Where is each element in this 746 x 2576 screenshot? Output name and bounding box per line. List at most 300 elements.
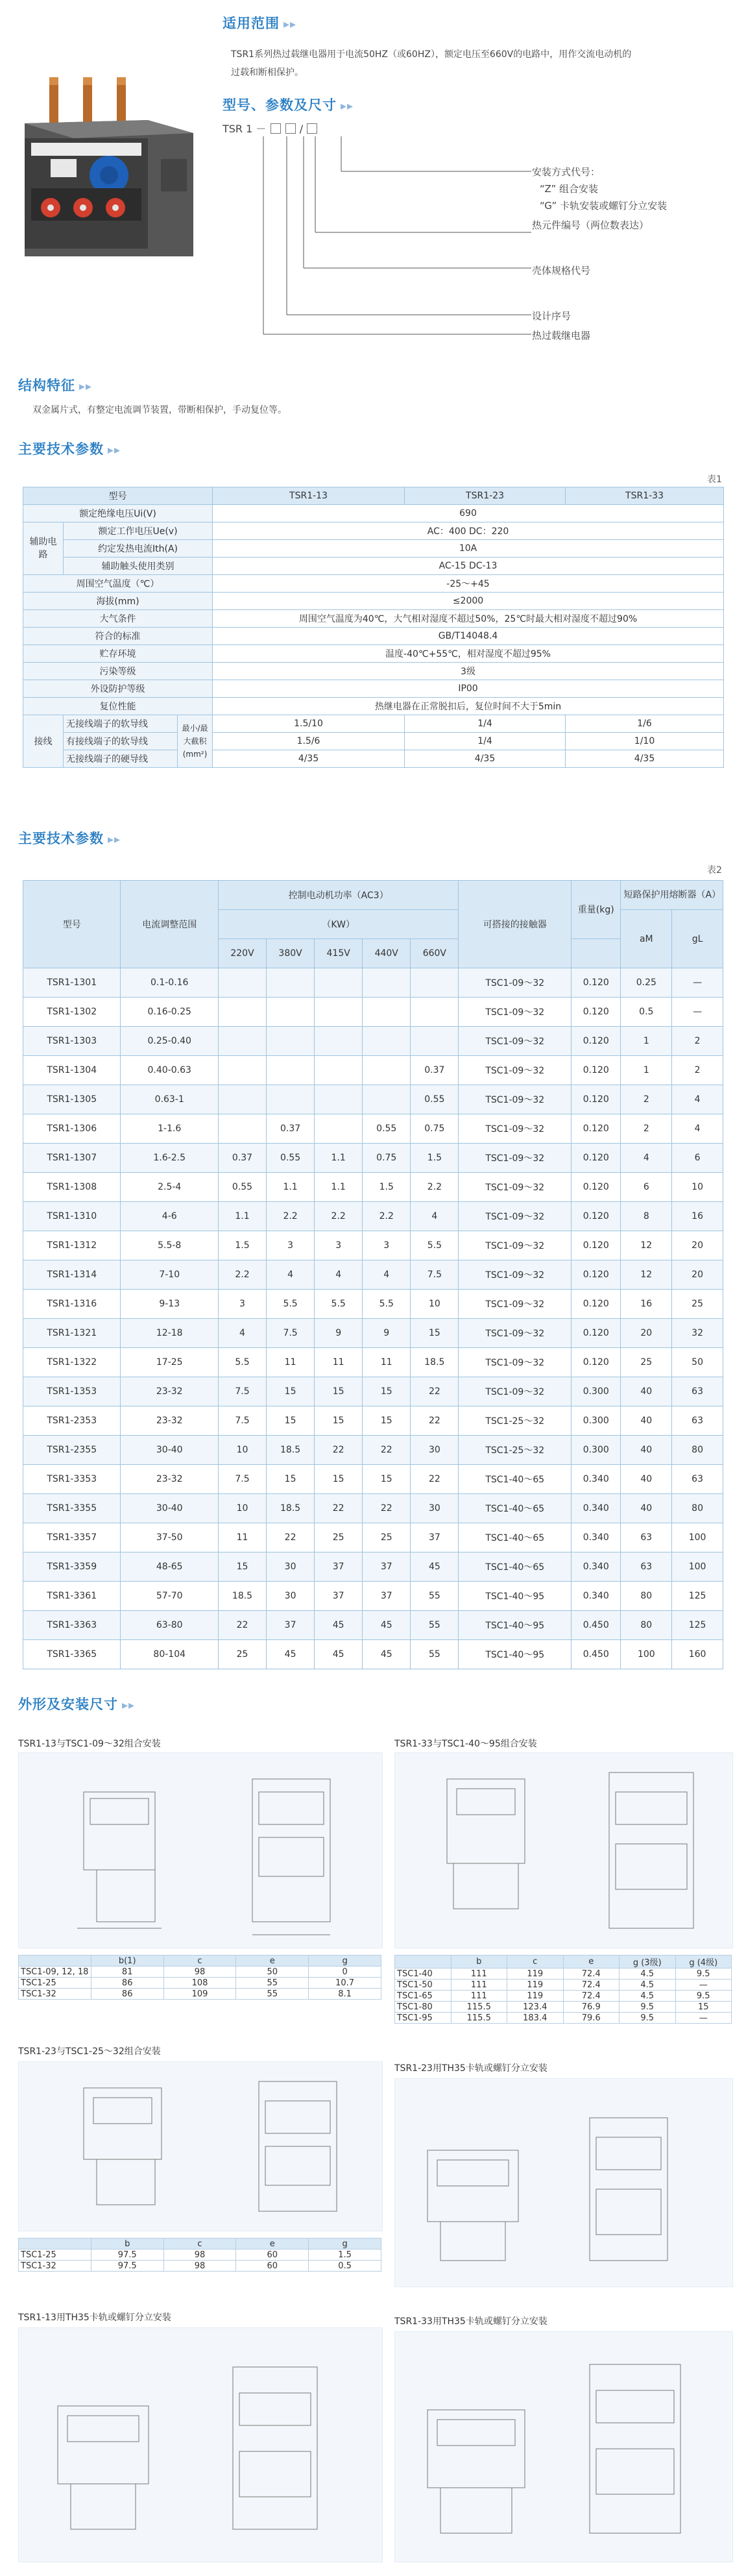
table-cell: 2.2: [218, 1260, 266, 1290]
table-header-cell: c: [163, 2239, 236, 2250]
table-cell: 115.5: [451, 2002, 507, 2013]
table-cell: 1.1: [315, 1144, 363, 1173]
table-cell: 55: [411, 1640, 459, 1669]
table-row: [19, 2261, 381, 2272]
code-box: [271, 123, 281, 134]
table-cell: 0.120: [572, 1290, 621, 1319]
table-cell: 3: [267, 1231, 315, 1260]
table-row: [23, 1494, 723, 1523]
table-header-cell: c: [163, 1956, 236, 1967]
model-code-slash: /: [299, 123, 304, 135]
table-cell: 8.1: [309, 1989, 381, 2000]
table-cell: 0.450: [572, 1640, 621, 1669]
spec-value: 温度-40℃+55℃，相对湿度不超过95%: [213, 645, 724, 663]
table-cell: 9.5: [620, 2002, 676, 2013]
table-cell: 0.55: [363, 1114, 411, 1144]
table-cell: 18.5: [218, 1582, 266, 1611]
table-cell: —: [675, 1980, 732, 1991]
spec-unit-label: 最小/最大截积(mm²): [178, 715, 213, 768]
table-cell: 17-25: [121, 1348, 218, 1377]
table-cell: TSR1-1321: [23, 1319, 121, 1348]
chevron-right-icon: ▸▸: [122, 1699, 136, 1712]
table-cell: 9.5: [675, 1969, 732, 1980]
table-cell: 12: [621, 1260, 672, 1290]
model-title-text: 型号、参数及尺寸: [223, 97, 337, 113]
table-cell: 3: [363, 1231, 411, 1260]
table-row: [23, 1085, 723, 1114]
table-cell: 4: [267, 1260, 315, 1290]
table-cell: 4: [672, 1114, 723, 1144]
table-cell: 1.1: [315, 1173, 363, 1202]
table-cell: 80: [672, 1494, 723, 1523]
table-cell: 0.120: [572, 1348, 621, 1377]
table-cell: TSR1-2353: [23, 1406, 121, 1436]
table-cell: 0.1-0.16: [121, 968, 218, 998]
table-cell: TSR1-3357: [23, 1523, 121, 1552]
table-cell: 15: [267, 1377, 315, 1406]
table-cell: 63-80: [121, 1611, 218, 1640]
table-cell: 109: [163, 1989, 236, 2000]
table-cell: [267, 998, 315, 1027]
table-cell: 2: [672, 1056, 723, 1085]
main-header-cell: 型号: [23, 881, 121, 968]
table-cell: 40: [621, 1494, 672, 1523]
table-cell: TSC1-25～32: [459, 1436, 572, 1465]
spec-label: 无接线端子的软导线: [64, 715, 178, 733]
spec-label: 周围空气温度（℃）: [23, 575, 213, 593]
table-cell: TSR1-3361: [23, 1582, 121, 1611]
table-cell: TSC1-25: [19, 2250, 91, 2261]
table-cell: 72.4: [563, 1991, 620, 2002]
model-title: [223, 95, 354, 114]
table-cell: TSC1-95: [395, 2013, 451, 2024]
table-cell: 0.340: [572, 1552, 621, 1582]
table-cell: [315, 1056, 363, 1085]
drawing-caption: TSR1-13与TSC1-09～32组合安装: [18, 1739, 161, 1749]
spec-label: 额定绝缘电压Ui(V): [23, 505, 213, 522]
main-header-cell: gL: [672, 910, 723, 968]
table-cell: 55: [411, 1611, 459, 1640]
table-cell: 63: [672, 1465, 723, 1494]
table-cell: 4: [218, 1319, 266, 1348]
table-cell: [315, 1027, 363, 1056]
table-cell: 0.340: [572, 1494, 621, 1523]
table-cell: TSR1-1301: [23, 968, 121, 998]
table-cell: 20: [672, 1260, 723, 1290]
table-cell: TSC1-09～32: [459, 998, 572, 1027]
chevron-right-icon: ▸▸: [108, 443, 121, 457]
table-cell: 4-6: [121, 1202, 218, 1231]
table-row: [395, 1969, 732, 1980]
table-cell: TSR1-1314: [23, 1260, 121, 1290]
table-cell: 111: [451, 1980, 507, 1991]
table-header-cell: [395, 1956, 451, 1969]
table-cell: 7.5: [267, 1319, 315, 1348]
table-cell: 0.5: [621, 998, 672, 1027]
model-code-dash: －: [256, 123, 267, 135]
table-cell: 111: [451, 1991, 507, 2002]
table-cell: 86: [91, 1989, 163, 2000]
main-title-text: 主要技术参数: [18, 831, 104, 846]
table-cell: [363, 968, 411, 998]
table-header-cell: b(1): [91, 1956, 163, 1967]
model-code-prefix: TSR: [223, 123, 243, 135]
table-cell: [363, 1085, 411, 1114]
table-cell: 2: [672, 1027, 723, 1056]
table-cell: 183.4: [507, 2013, 564, 2024]
table-cell: 25: [672, 1290, 723, 1319]
model-item: 热过载继电器: [532, 330, 591, 341]
table-cell: TSR1-3355: [23, 1494, 121, 1523]
table-cell: 6: [672, 1144, 723, 1173]
table-cell: 18.5: [267, 1494, 315, 1523]
table-cell: 0.340: [572, 1582, 621, 1611]
model-item: 热元件编号（两位数表达）: [532, 219, 649, 231]
table-row: [19, 1956, 381, 1967]
table-cell: TSR1-3363: [23, 1611, 121, 1640]
table-cell: 60: [236, 2250, 309, 2261]
table-cell: 3: [218, 1290, 266, 1319]
spec-value: 4/35: [405, 750, 566, 768]
table-cell: 4.5: [620, 1969, 676, 1980]
table-cell: 15: [363, 1377, 411, 1406]
table-header-cell: [19, 2239, 91, 2250]
table-cell: 115.5: [451, 2013, 507, 2024]
table-cell: 55: [236, 1989, 309, 2000]
table-cell: 23-32: [121, 1406, 218, 1436]
spec-value: 1/4: [405, 733, 566, 750]
table-cell: 100: [672, 1523, 723, 1552]
product-photo: [12, 62, 206, 256]
dim-table-d3: [18, 2238, 381, 2272]
table-cell: TSC1-80: [395, 2002, 451, 2013]
table-cell: TSR1-2355: [23, 1436, 121, 1465]
table-cell: 1.6-2.5: [121, 1144, 218, 1173]
spec-label: 额定工作电压Ue(v): [64, 522, 213, 540]
table-cell: 100: [672, 1552, 723, 1582]
table-cell: 119: [507, 1969, 564, 1980]
table-cell: 15: [315, 1377, 363, 1406]
table-cell: 37-50: [121, 1523, 218, 1552]
table-cell: 25: [315, 1523, 363, 1552]
table-cell: 63: [672, 1377, 723, 1406]
chevron-right-icon: ▸▸: [108, 833, 121, 846]
table-cell: 11: [267, 1348, 315, 1377]
table-header-cell: e: [563, 1956, 620, 1969]
table-row: [395, 1956, 732, 1969]
main-header-cell: 415V: [315, 939, 363, 968]
table-cell: TSR1-1308: [23, 1173, 121, 1202]
table-header-cell: [19, 1956, 91, 1967]
table-cell: 0.120: [572, 1144, 621, 1173]
table-cell: 7-10: [121, 1260, 218, 1290]
table-cell: 11: [315, 1348, 363, 1377]
table-row: [23, 1377, 723, 1406]
table-cell: 0.37: [267, 1114, 315, 1144]
table-cell: [218, 1085, 266, 1114]
table-cell: 2.2: [363, 1202, 411, 1231]
table-cell: 4: [621, 1144, 672, 1173]
spec-label: 约定发热电流Ith(A): [64, 540, 213, 558]
table-cell: 37: [315, 1582, 363, 1611]
table-cell: 20: [672, 1231, 723, 1260]
table-cell: 15: [675, 2002, 732, 2013]
table-cell: 0.63-1: [121, 1085, 218, 1114]
table-cell: 97.5: [91, 2250, 163, 2261]
table-cell: TSC1-09, 12, 18: [19, 1967, 91, 1978]
table-cell: [218, 1056, 266, 1085]
table-cell: 0.37: [411, 1056, 459, 1085]
scope-title: [223, 13, 296, 32]
spec-value: 3级: [213, 663, 724, 680]
table-cell: 0.25: [621, 968, 672, 998]
table-cell: [363, 998, 411, 1027]
table-cell: 160: [672, 1640, 723, 1669]
spec-label: 污染等级: [23, 663, 213, 680]
table-cell: 16: [672, 1202, 723, 1231]
dim-title-text: 外形及安装尺寸: [18, 1697, 118, 1712]
table-cell: TSC1-25～32: [459, 1406, 572, 1436]
drawing-d1: [18, 1752, 383, 1948]
table-cell: 15: [218, 1552, 266, 1582]
table-cell: TSC1-40～65: [459, 1465, 572, 1494]
drawing-caption: TSR1-33用TH35卡轨或螺钉分立安装: [394, 2316, 547, 2327]
main-table: [23, 880, 723, 1669]
main-header-cell: 660V: [411, 939, 459, 968]
table-row: [395, 1980, 732, 1991]
table-row: [23, 1202, 723, 1231]
table-cell: TSC1-09～32: [459, 1027, 572, 1056]
table-cell: 55: [411, 1582, 459, 1611]
table-row: [23, 1144, 723, 1173]
table-cell: 0.450: [572, 1611, 621, 1640]
table-cell: 7.5: [411, 1260, 459, 1290]
table-cell: 125: [672, 1582, 723, 1611]
table-cell: 2.2: [267, 1202, 315, 1231]
main-title: [18, 828, 121, 848]
table-header-cell: g: [309, 1956, 381, 1967]
table-cell: 40: [621, 1436, 672, 1465]
table-cell: TSR1-1312: [23, 1231, 121, 1260]
table-cell: 0.120: [572, 1231, 621, 1260]
table-cell: 55: [236, 1978, 309, 1989]
table-cell: 86: [91, 1978, 163, 1989]
dim-table-d1: [18, 1955, 381, 2000]
table-cell: 15: [267, 1465, 315, 1494]
table-row: [395, 1991, 732, 2002]
table-cell: 48-65: [121, 1552, 218, 1582]
spec-group-label: 辅助电路: [23, 522, 64, 575]
spec-value: -25～+45: [213, 575, 724, 593]
drawing-caption: TSR1-23用TH35卡轨或螺钉分立安装: [394, 2063, 547, 2074]
table-cell: 22: [411, 1465, 459, 1494]
spec-label: 辅助触头使用类别: [64, 558, 213, 575]
table-header-cell: g (3级): [620, 1956, 676, 1969]
table-cell: 22: [411, 1406, 459, 1436]
spec-title: [18, 439, 121, 458]
scope-text: [231, 45, 737, 82]
chevron-right-icon: ▸▸: [341, 99, 354, 113]
table-cell: TSC1-09～32: [459, 1144, 572, 1173]
table-cell: 25: [363, 1523, 411, 1552]
spec-value: AC：400 DC：220: [213, 522, 724, 540]
table-cell: TSC1-50: [395, 1980, 451, 1991]
spec-value: 1.5/10: [213, 715, 405, 733]
drawing-caption: TSR1-13用TH35卡轨或螺钉分立安装: [18, 2312, 171, 2323]
table-cell: TSR1-1304: [23, 1056, 121, 1085]
table-cell: 40: [621, 1406, 672, 1436]
table-cell: 0.5: [309, 2261, 381, 2272]
table-row: [23, 1260, 723, 1290]
scope-title-text: 适用范围: [223, 16, 280, 31]
spec-value: 690: [213, 505, 724, 522]
table-cell: TSR1-1307: [23, 1144, 121, 1173]
main-header-spacer: [572, 939, 621, 968]
spec-label: 贮存环境: [23, 645, 213, 663]
spec-header-cell: TSR1-13: [213, 487, 405, 505]
table-cell: 0.300: [572, 1377, 621, 1406]
table-cell: TSR1-1310: [23, 1202, 121, 1231]
table-cell: 45: [315, 1640, 363, 1669]
table-cell: 0.120: [572, 968, 621, 998]
table-cell: [363, 1056, 411, 1085]
table-cell: [218, 1027, 266, 1056]
table-cell: 0.25-0.40: [121, 1027, 218, 1056]
table-cell: 15: [315, 1406, 363, 1436]
table-cell: 4: [363, 1260, 411, 1290]
model-item: “G” 卡轨安装或螺钉分立安装: [540, 200, 668, 212]
table-cell: 22: [315, 1436, 363, 1465]
table-cell: TSC1-32: [19, 2261, 91, 2272]
table-cell: [315, 1085, 363, 1114]
table-cell: 0.37: [218, 1144, 266, 1173]
structure-title-text: 结构特征: [18, 378, 75, 393]
table-header-cell: b: [451, 1956, 507, 1969]
table-cell: 76.9: [563, 2002, 620, 2013]
table-cell: [363, 1027, 411, 1056]
structure-text: 双金属片式，有整定电流调节装置，带断相保护，手动复位等。: [32, 405, 287, 415]
main-header-cell: 电流调整范围: [121, 881, 218, 968]
table-cell: 7.5: [218, 1377, 266, 1406]
table-row: [23, 1436, 723, 1465]
table-cell: 23-32: [121, 1465, 218, 1494]
table-cell: 80: [621, 1611, 672, 1640]
main-header-cell: 380V: [267, 939, 315, 968]
table-row: [23, 1348, 723, 1377]
table-cell: 2.2: [411, 1173, 459, 1202]
table-cell: 10.7: [309, 1978, 381, 1989]
table-cell: 30: [267, 1552, 315, 1582]
table-cell: 5.5: [218, 1348, 266, 1377]
dim-table-d2: [394, 1955, 732, 2024]
table-cell: TSC1-40～65: [459, 1494, 572, 1523]
table-row: [23, 1640, 723, 1669]
table-cell: 45: [315, 1611, 363, 1640]
table-header-cell: b: [91, 2239, 163, 2250]
table-cell: 72.4: [563, 1980, 620, 1991]
table-cell: 15: [315, 1465, 363, 1494]
table-row: [23, 1465, 723, 1494]
table-cell: 0.55: [218, 1173, 266, 1202]
table-cell: 0.300: [572, 1406, 621, 1436]
table-cell: 30: [411, 1436, 459, 1465]
table-cell: 45: [267, 1640, 315, 1669]
spec-value: 1/10: [566, 733, 724, 750]
model-code-lines: [223, 134, 534, 341]
table-cell: 5.5: [363, 1290, 411, 1319]
table-cell: TSC1-09～32: [459, 1290, 572, 1319]
table-cell: TSR1-1322: [23, 1348, 121, 1377]
scope-text-line: TSR1系列热过载继电器用于电流50HZ（或60HZ），额定电压至660V的电路中，用作交流电动机的: [231, 49, 632, 60]
table-cell: —: [675, 2013, 732, 2024]
table-cell: 22: [411, 1377, 459, 1406]
table-cell: 63: [621, 1523, 672, 1552]
table-cell: 22: [363, 1494, 411, 1523]
drawing-d5: [18, 2327, 383, 2562]
spec-title-text: 主要技术参数: [18, 441, 104, 457]
table-cell: 2: [621, 1085, 672, 1114]
chevron-right-icon: ▸▸: [79, 380, 93, 393]
model-code-1: 1: [246, 123, 253, 135]
table-cell: TSC1-32: [19, 1989, 91, 2000]
table-row: [23, 1027, 723, 1056]
spec-value: 4/35: [213, 750, 405, 768]
table-cell: 5.5: [315, 1290, 363, 1319]
table-header-cell: g: [309, 2239, 381, 2250]
table-row: [19, 1989, 381, 2000]
main-header-cell: 控制电动机功率（AC3）: [218, 881, 458, 910]
table-row: [23, 1231, 723, 1260]
table-row: [395, 2002, 732, 2013]
drawing-d2: [394, 1752, 733, 1948]
table-cell: 98: [163, 2261, 236, 2272]
table-row: [19, 2250, 381, 2261]
spec-value: IP00: [213, 680, 724, 698]
table-cell: 15: [363, 1465, 411, 1494]
table-cell: [315, 968, 363, 998]
table-cell: TSR1-3359: [23, 1552, 121, 1582]
table-cell: 98: [163, 1967, 236, 1978]
spec-label: 大气条件: [23, 610, 213, 628]
table-cell: 22: [363, 1436, 411, 1465]
table-cell: 100: [621, 1640, 672, 1669]
model-item: “Z” 组合安装: [540, 183, 599, 195]
spec-value: 周围空气温度为40℃，大气相对湿度不超过50%，25℃时最大相对湿度不超过90%: [213, 610, 724, 628]
spec-label: 无接线端子的硬导线: [64, 750, 178, 768]
main-header-cell: 重量(kg): [572, 881, 621, 939]
table-cell: 10: [218, 1494, 266, 1523]
spec-value: 1.5/6: [213, 733, 405, 750]
table-cell: 50: [236, 1967, 309, 1978]
table-cell: 10: [218, 1436, 266, 1465]
table-cell: TSC1-09～32: [459, 1377, 572, 1406]
table-header-cell: c: [507, 1956, 564, 1969]
table-cell: 1.5: [218, 1231, 266, 1260]
spec-value: 4/35: [566, 750, 724, 768]
table-cell: 60: [236, 2261, 309, 2272]
table-cell: 7.5: [218, 1406, 266, 1436]
table-cell: 9.5: [620, 2013, 676, 2024]
table-cell: 16: [621, 1290, 672, 1319]
table-cell: 63: [621, 1552, 672, 1582]
table-cell: 2.2: [315, 1202, 363, 1231]
table-cell: TSC1-40～65: [459, 1523, 572, 1552]
table-cell: 32: [672, 1319, 723, 1348]
table-no: 表2: [707, 865, 722, 876]
table-cell: 9-13: [121, 1290, 218, 1319]
table-cell: 125: [672, 1611, 723, 1640]
table-cell: 97.5: [91, 2261, 163, 2272]
